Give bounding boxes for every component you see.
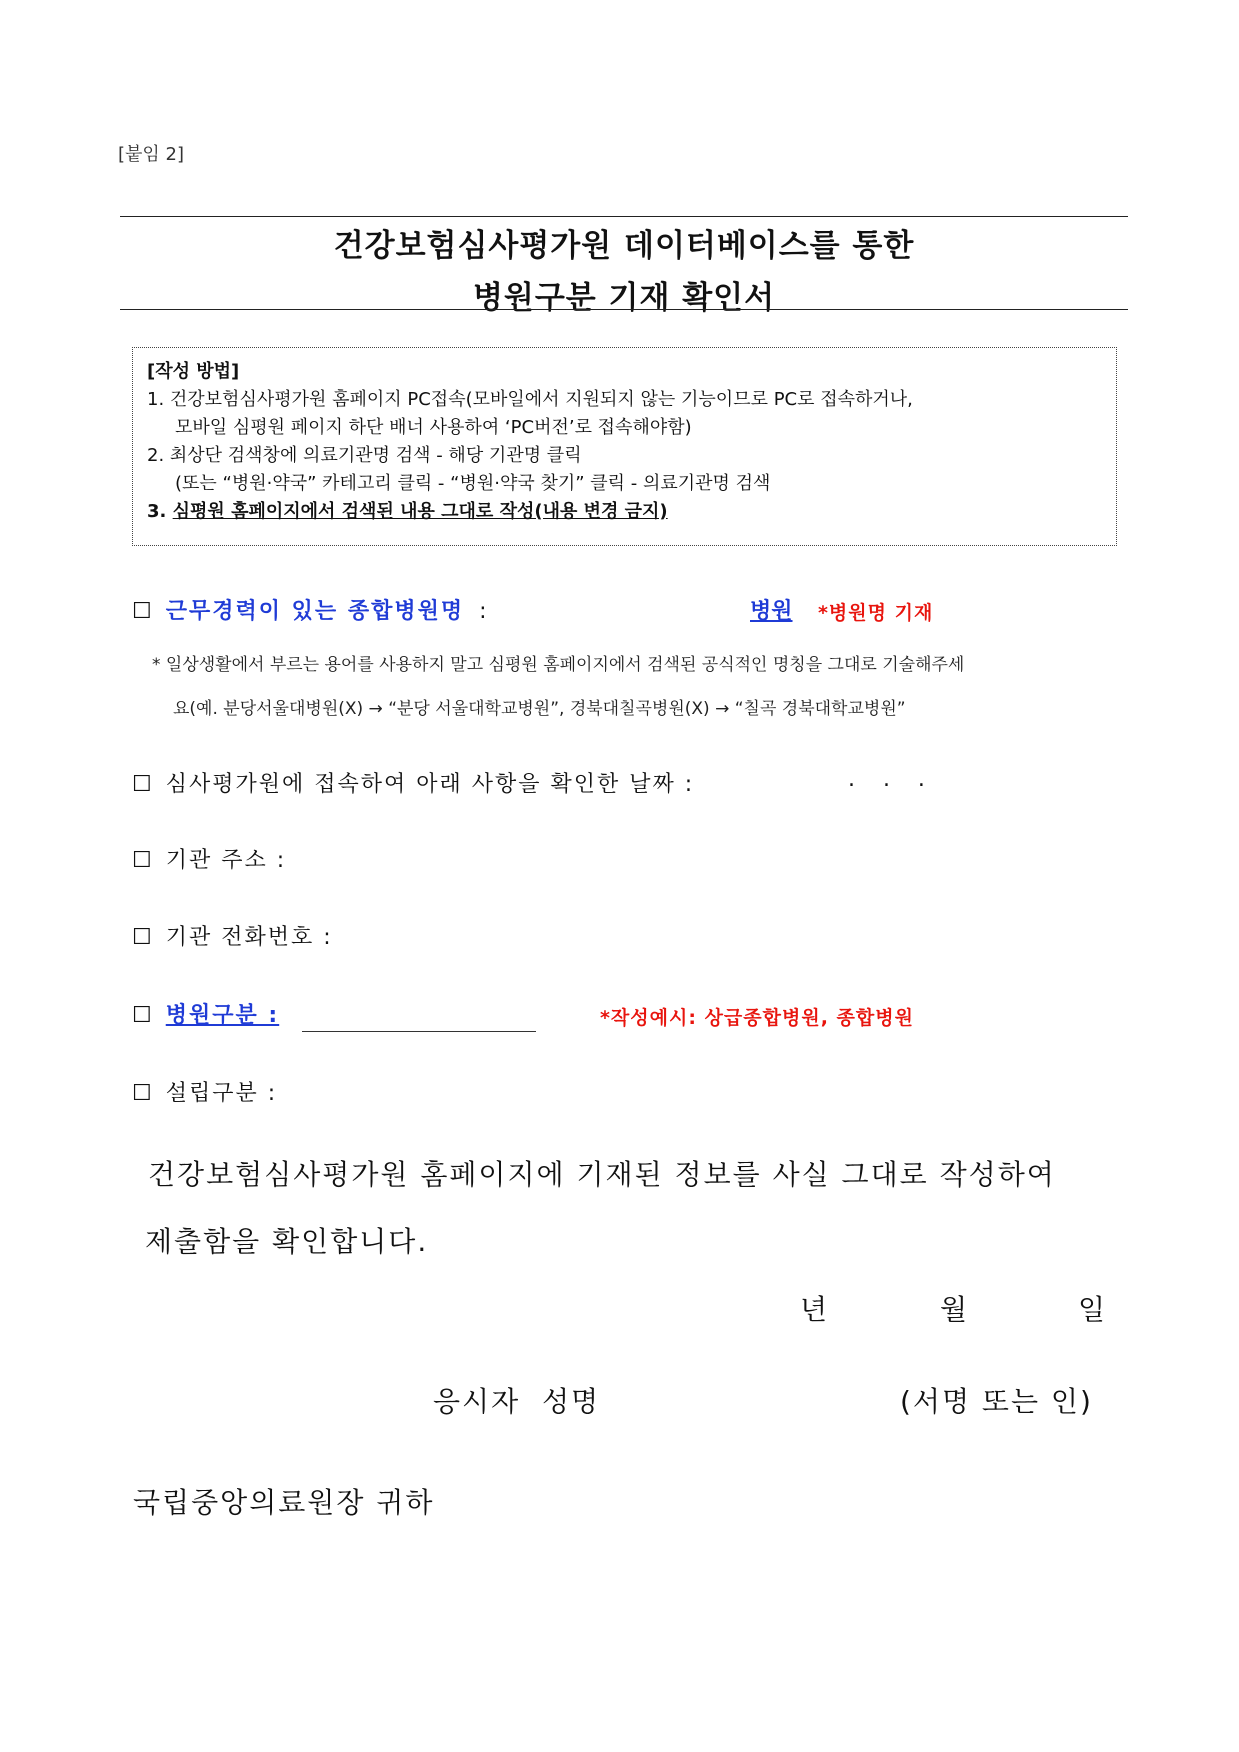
sign-or-seal-hint: (서명 또는 인) [900, 1385, 1093, 1418]
guide-step-1: 1. 건강보험심사평가원 홈페이지 PC접속(모바일에서 지원되지 않는 기능이므로 PC로 접속하거나, [147, 389, 913, 410]
address-label: 기관 주소 : [165, 848, 287, 873]
hospital-name-row [132, 594, 489, 625]
guide-step-3 [147, 498, 1102, 526]
colon: : [479, 599, 489, 624]
title-bottom-rule [120, 309, 1128, 310]
category-note: *작성예시: 상급종합병원, 종합병원 [600, 1007, 914, 1029]
guide-step-2: 2. 최상단 검색창에 의료기관명 검색 - 해당 기관명 클릭 [147, 445, 582, 466]
checkbox-icon: ☐ [132, 599, 154, 624]
address-row [132, 843, 286, 874]
establishment-row [132, 1076, 277, 1107]
guide-step-3-text: 심평원 홈페이지에서 검색된 내용 그대로 작성(내용 변경 금지) [172, 501, 668, 522]
checkbox-icon: ☐ [132, 1081, 154, 1106]
category-label: 병원구분 : [165, 1003, 280, 1028]
checkbox-icon: ☐ [132, 925, 154, 950]
attachment-label: [붙임 2] [118, 144, 184, 165]
title-line-1: 건강보험심사평가원 데이터베이스를 통한 [333, 228, 915, 264]
date-row [132, 767, 694, 798]
guide-step-1-cont: 모바일 심평원 페이지 하단 배너 사용하여 ‘PC버전’로 접속해야함) [175, 417, 692, 438]
addressee: 국립중앙의료원장 귀하 [133, 1486, 435, 1519]
establishment-label: 설립구분 : [165, 1081, 278, 1106]
phone-row [132, 920, 333, 951]
statement-line-1: 건강보험심사평가원 홈페이지에 기재된 정보를 사실 그대로 작성하여 [148, 1158, 1056, 1191]
title-top-rule [120, 216, 1128, 217]
name-note-line-2: 요(예. 분당서울대병원(X) → “분당 서울대학교병원”, 경북대칠곡병원(X) → “칠곡 경북대학교병원” [173, 699, 906, 719]
applicant-name-label: 응시자 성명 [433, 1385, 601, 1418]
date-dots: . . . [848, 767, 925, 792]
name-note-line-1: * 일상생활에서 부르는 용어를 사용하지 말고 심평원 홈페이지에서 검색된 공식적인 명칭을 그대로 기술해주세 [152, 655, 965, 675]
checkbox-icon: ☐ [132, 848, 154, 873]
hospital-suffix: 병원 [750, 599, 793, 624]
checkbox-icon: ☐ [132, 772, 154, 797]
category-blank-line [302, 1031, 536, 1032]
statement-line-2: 제출함을 확인합니다. [145, 1225, 429, 1258]
guide-step-3-number: 3. [147, 501, 173, 522]
guide-heading: [작성 방법] [147, 361, 240, 382]
year-label: 년 [800, 1293, 830, 1326]
day-label: 일 [1078, 1293, 1108, 1326]
date-label: 심사평가원에 접속하여 아래 사항을 확인한 날짜 : [165, 772, 695, 797]
checkbox-icon: ☐ [132, 1003, 154, 1028]
phone-label: 기관 전화번호 : [165, 925, 333, 950]
month-label: 월 [940, 1293, 970, 1326]
title-line-2: 병원구분 기재 확인서 [472, 280, 776, 316]
writing-guide-box [132, 347, 1117, 546]
hospital-name-label: 근무경력이 있는 종합병원명 [165, 599, 465, 624]
guide-step-2-cont: (또는 “병원·약국” 카테고리 클릭 - “병원·약국 찾기” 클릭 - 의료기관명 검색 [175, 473, 771, 494]
category-row [132, 998, 279, 1029]
hospital-name-note: *병원명 기재 [818, 602, 934, 624]
